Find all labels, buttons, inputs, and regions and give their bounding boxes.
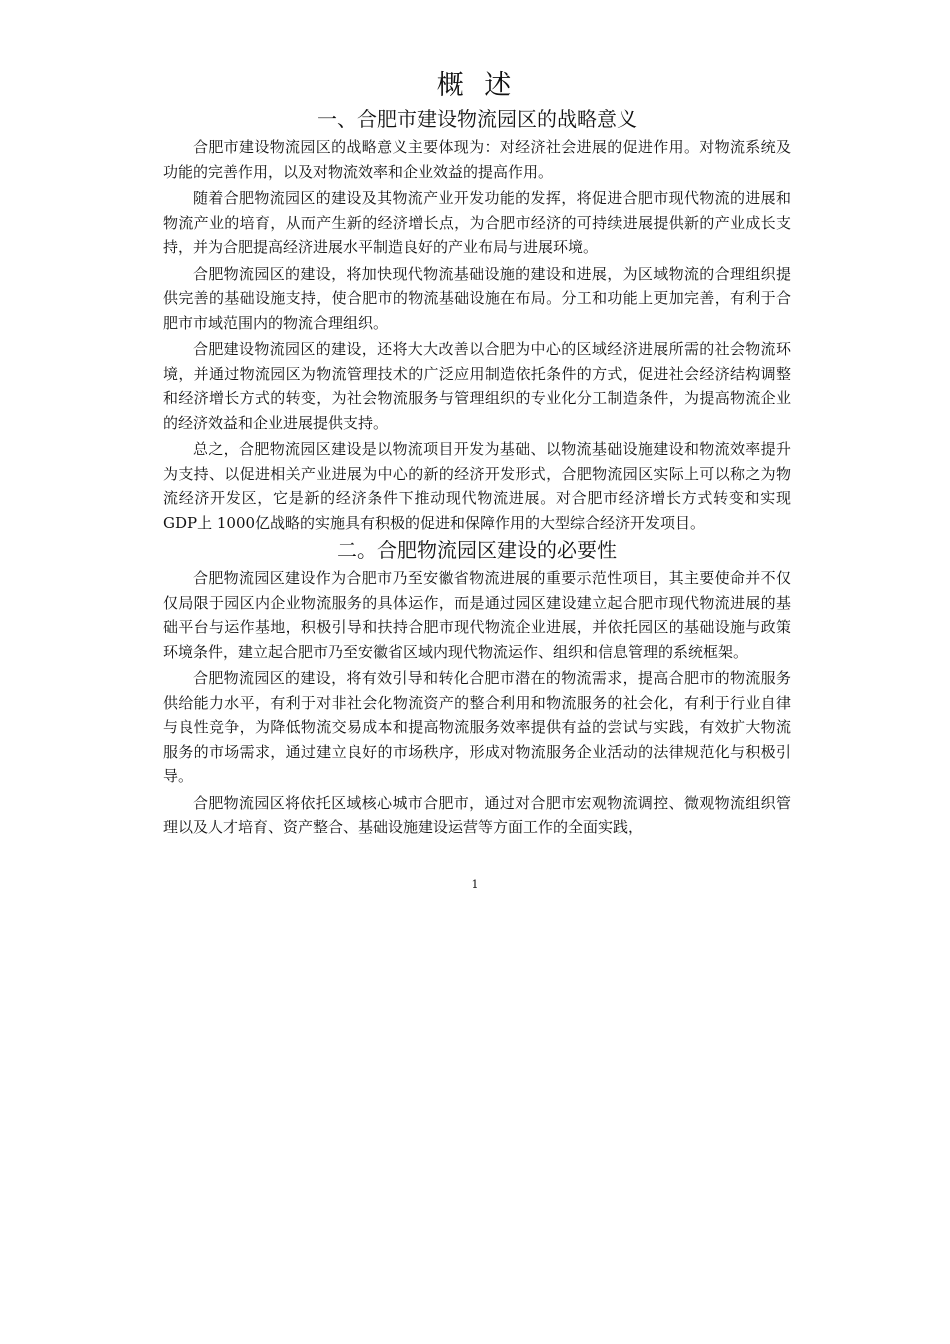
document-title: 概 述 <box>436 70 518 101</box>
paragraph: 合肥物流园区的建设，将有效引导和转化合肥市潜在的物流需求，提高合肥市的物流服务供给能力水平，有利于对非社会化物流资产的整合利用和物流服务的社会化，有利于行业自律与良性竞争，为降低物流交易成本和提高物流服务效率提供有益的尝试与实践，有效扩大物流服务的市场需求，通过建立良好的市场秩序，形成对物流服务企业活动的法律规范化与积极引导。 <box>163 669 791 785</box>
paragraph: 合肥市建设物流园区的战略意义主要体现为：对经济社会进展的促进作用。对物流系统及功能的完善作用，以及对物流效率和企业效益的提高作用。 <box>163 138 791 181</box>
section-heading-strategic-significance: 一、合肥市建设物流园区的战略意义 <box>317 107 637 131</box>
paragraph: 总之，合肥物流园区建设是以物流项目开发为基础、以物流基础设施建设和物流效率提升为支持、以促进相关产业进展为中心的新的经济开发形式，合肥物流园区实际上可以称之为物流经济开发区，它是新的经济条件下推动现代物流进展。对合肥市经济增长方式转变和实现 GDP上 1000亿战略的实施具有积极的促进和保障作用的大型综合经济开发项目。 <box>163 440 791 532</box>
paragraph: 随着合肥物流园区的建设及其物流产业开发功能的发挥，将促进合肥市现代物流的进展和物流产业的培育，从而产生新的经济增长点，为合肥市经济的可持续进展提供新的产业成长支持，并为合肥提高经济进展水平制造良好的产业布局与进展环境。 <box>163 189 791 256</box>
section-heading-necessity: 二。合肥物流园区建设的必要性 <box>337 538 617 562</box>
document-body <box>163 66 791 842</box>
paragraph: 合肥物流园区的建设，将加快现代物流基础设施的建设和进展，为区域物流的合理组织提供完善的基础设施支持，使合肥市的物流基础设施在布局。分工和功能上更加完善，有利于合肥市市域范围内的物流合理组织。 <box>163 264 791 332</box>
paragraph: 合肥物流园区将依托区域核心城市合肥市，通过对合肥市宏观物流调控、微观物流组织管理以及人才培育、资产整合、基础设施建设运营等方面工作的全面实践， <box>163 793 791 836</box>
page-number: 1 <box>471 878 479 891</box>
paragraph: 合肥建设物流园区的建设，还将大大改善以合肥为中心的区域经济进展所需的社会物流环境，并通过物流园区为物流管理技术的广泛应用制造依托条件的方式，促进社会经济结构调整和经济增长方式的转变，为社会物流服务与管理组织的专业化分工制造条件，为提高物流企业的经济效益和企业进展提供支持。 <box>163 340 791 432</box>
paragraph: 合肥物流园区建设作为合肥市乃至安徽省物流进展的重要示范性项目，其主要使命并不仅仅局限于园区内企业物流服务的具体运作，而是通过园区建设建立起合肥市现代物流进展的基础平台与运作基地，积极引导和扶持合肥市现代物流企业进展，并依托园区的基础设施与政策环境条件，建立起合肥市乃至安徽省区域内现代物流运作、组织和信息管理的系统框架。 <box>163 569 791 661</box>
